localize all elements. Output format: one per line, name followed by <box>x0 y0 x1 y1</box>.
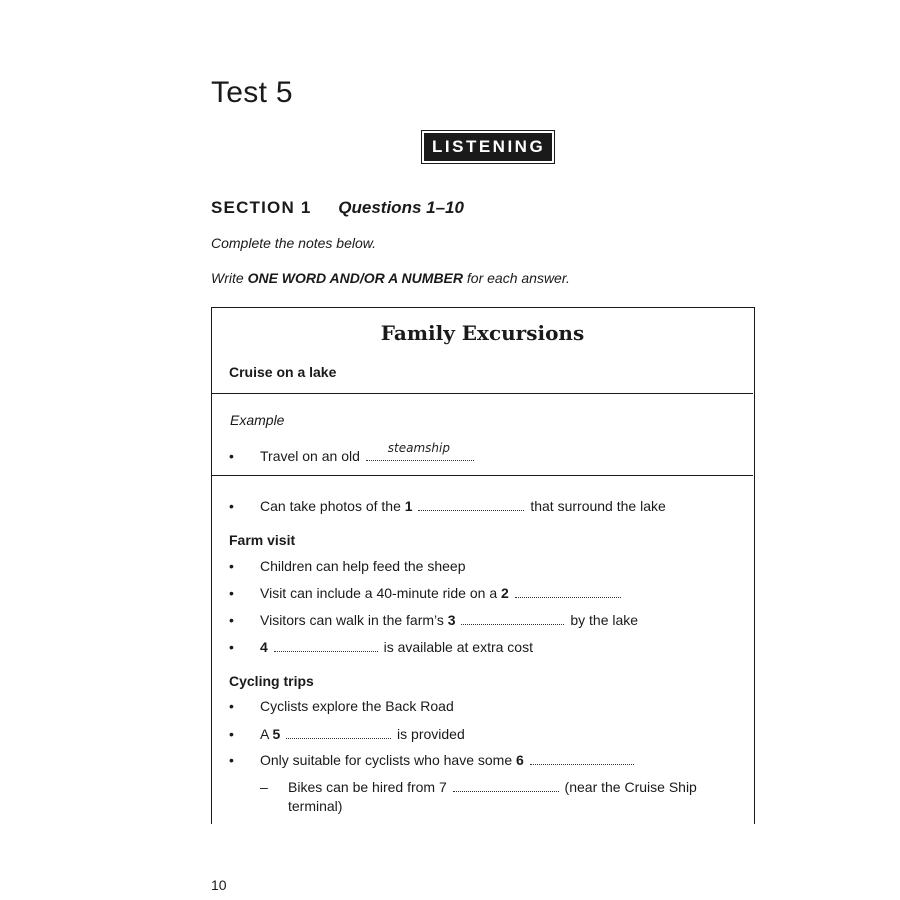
answer-blank-4[interactable] <box>274 650 378 652</box>
bullet: • <box>229 498 234 514</box>
bullet: • <box>229 726 234 742</box>
bullet: • <box>229 612 234 628</box>
answer-blank-2[interactable] <box>515 596 621 598</box>
answer-blank-5[interactable] <box>286 737 391 739</box>
test-title: Test 5 <box>211 76 293 109</box>
question-7: – Bikes can be hired from 7 (near the Cruise Ship terminal) <box>260 779 697 814</box>
bullet: • <box>229 448 234 464</box>
question-1: • Can take photos of the 1 that surround the lake <box>229 498 666 514</box>
notes-box <box>211 307 755 824</box>
example-answer-blank <box>366 441 474 461</box>
answer-blank-6[interactable] <box>530 763 634 765</box>
question-5: • A 5 is provided <box>229 726 465 742</box>
divider <box>212 475 753 476</box>
question-6: • Only suitable for cyclists who have some 6 <box>229 752 636 768</box>
question-3: • Visitors can walk in the farm’s 3 by the lake <box>229 612 639 628</box>
answer-blank-3[interactable] <box>461 623 564 625</box>
section-questions: Questions 1–10 <box>338 198 464 217</box>
cycling-item: • Cyclists explore the Back Road <box>229 698 454 714</box>
answer-blank-1[interactable] <box>418 509 524 511</box>
example-answer: steamship <box>387 441 450 455</box>
bullet: • <box>229 639 234 655</box>
bullet: • <box>229 558 234 574</box>
section-label: SECTION 1 <box>211 198 312 217</box>
notes-title: Family Excursions <box>380 321 585 345</box>
divider <box>212 393 753 394</box>
listening-badge: LISTENING <box>424 133 552 161</box>
cruise-heading: Cruise on a lake <box>229 364 337 380</box>
farm-heading: Farm visit <box>229 532 296 548</box>
bullet: • <box>229 752 234 768</box>
bullet: • <box>229 585 234 601</box>
page-number: 10 <box>211 877 227 893</box>
cycling-heading: Cycling trips <box>229 673 314 689</box>
farm-item: • Children can help feed the sheep <box>229 558 466 574</box>
dash-marker: – <box>260 779 268 795</box>
bullet: • <box>229 698 234 714</box>
section-heading <box>211 198 464 218</box>
instruction-complete-notes: Complete the notes below. <box>211 235 376 251</box>
example-item: • Travel on an old steamship <box>229 446 474 464</box>
answer-blank-7[interactable] <box>453 790 559 792</box>
question-4: • 4 is available at extra cost <box>229 639 533 655</box>
instruction-word-limit: Write ONE WORD AND/OR A NUMBER for each answer. <box>211 270 570 286</box>
question-2: • Visit can include a 40-minute ride on a 2 <box>229 585 623 601</box>
example-label: Example <box>230 412 285 428</box>
